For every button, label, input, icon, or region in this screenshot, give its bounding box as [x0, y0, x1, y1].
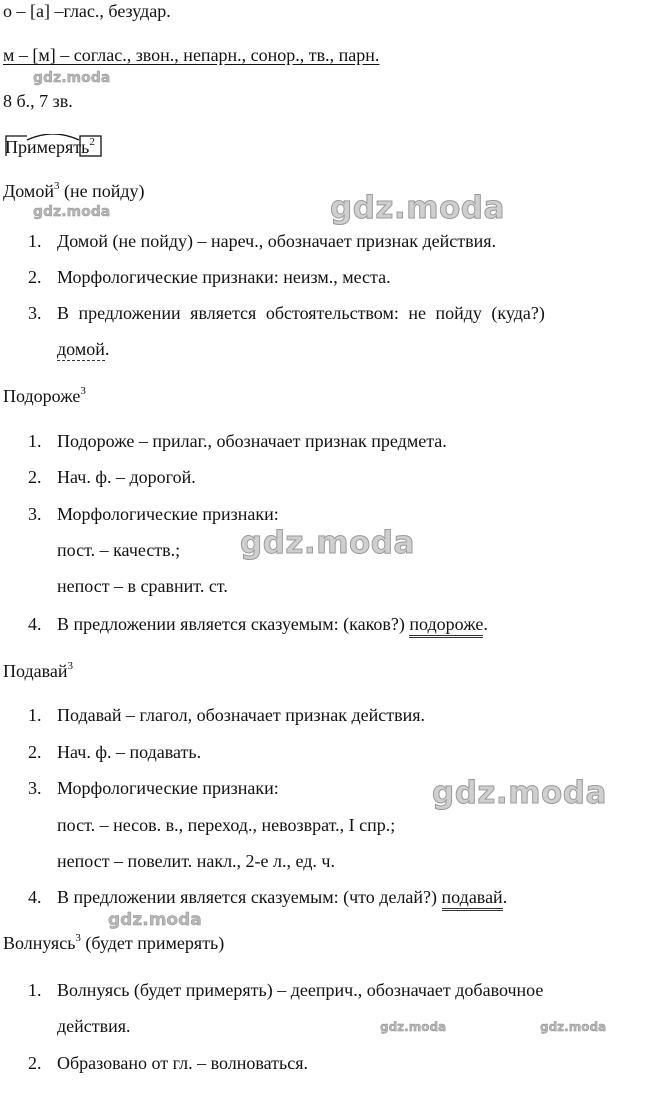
watermark: gdz.moda	[33, 70, 111, 86]
list-item-continuation: домой.	[57, 339, 110, 359]
list-item: Волнуясь (будет примерять) – дееприч., обозначает добавочное	[57, 980, 544, 1000]
list-subitem: непост – повелит. накл., 2-е л., ед. ч.	[57, 851, 335, 871]
list-number: 3.	[28, 504, 42, 524]
list-number: 2.	[28, 742, 42, 762]
list-subitem: пост. – качеств.;	[57, 540, 181, 560]
watermark: gdz.moda	[108, 910, 202, 930]
list-item: В предложении является сказуемым: (каков?) подороже.	[57, 613, 488, 635]
list-item: Подороже – прилаг., обозначает признак предмета.	[57, 431, 447, 451]
list-item: Нач. ф. – дорогой.	[57, 467, 196, 487]
watermark: gdz.moda	[540, 1020, 607, 1034]
list-number: 3.	[28, 778, 42, 798]
list-subitem: пост. – несов. в., переход., невозврат., I спр.;	[57, 815, 396, 835]
list-item-continuation: действия.	[57, 1016, 131, 1036]
section-heading-podorozhe: Подороже$^3$	[3, 385, 86, 406]
list-number: 2.	[28, 467, 42, 487]
watermark: gdz.moda	[33, 204, 111, 220]
list-number: 1.	[28, 980, 42, 1000]
section-heading-volnuyas: Волнуясь$^3$ (будет примерять)	[3, 932, 225, 953]
list-item: Нач. ф. – подавать.	[57, 742, 202, 762]
list-item: Подавай – глагол, обозначает признак действия.	[57, 705, 425, 725]
list-number: 1.	[28, 705, 42, 725]
list-number: 4.	[28, 887, 42, 907]
list-item: Морфологические признаки: неизм., места.	[57, 267, 391, 287]
list-item: Морфологические признаки:	[57, 504, 279, 524]
list-item: Морфологические признаки:	[57, 778, 279, 798]
list-item: Образовано от гл. – волноваться.	[57, 1053, 308, 1073]
list-item: В предложении является сказуемым: (что делай?) подавай.	[57, 886, 507, 908]
list-item: Домой (не пойду) – нареч., обозначает признак действия.	[57, 231, 497, 251]
watermark: gdz.moda	[380, 1020, 447, 1034]
watermark: gdz.moda	[240, 525, 415, 561]
list-number: 1.	[28, 431, 42, 451]
watermark: gdz.moda	[432, 775, 607, 811]
section-heading-podavai: Подавай$^3$	[3, 660, 74, 681]
phonetic-line-o: о – [а] –глас., безудар.	[3, 1, 171, 21]
list-subitem: непост – в сравнит. ст.	[57, 576, 228, 596]
phonetic-line-m: м – [м] – соглас., звон., непарн., сонор., тв., парн.	[3, 45, 380, 65]
list-number: 2.	[28, 1053, 42, 1073]
watermark: gdz.moda	[330, 190, 505, 226]
morpheme-word: Примерять$^2$	[5, 136, 95, 157]
list-number: 2.	[28, 267, 42, 287]
list-number: 4.	[28, 614, 42, 634]
section-heading-domoi: Домой$^3$ (не пойду)	[3, 180, 145, 201]
sound-letter-summary: 8 б., 7 зв.	[3, 91, 73, 111]
list-item: В предложении является обстоятельством: не пойду (куда?)	[57, 303, 545, 323]
list-number: 1.	[28, 231, 42, 251]
list-number: 3.	[28, 303, 42, 323]
